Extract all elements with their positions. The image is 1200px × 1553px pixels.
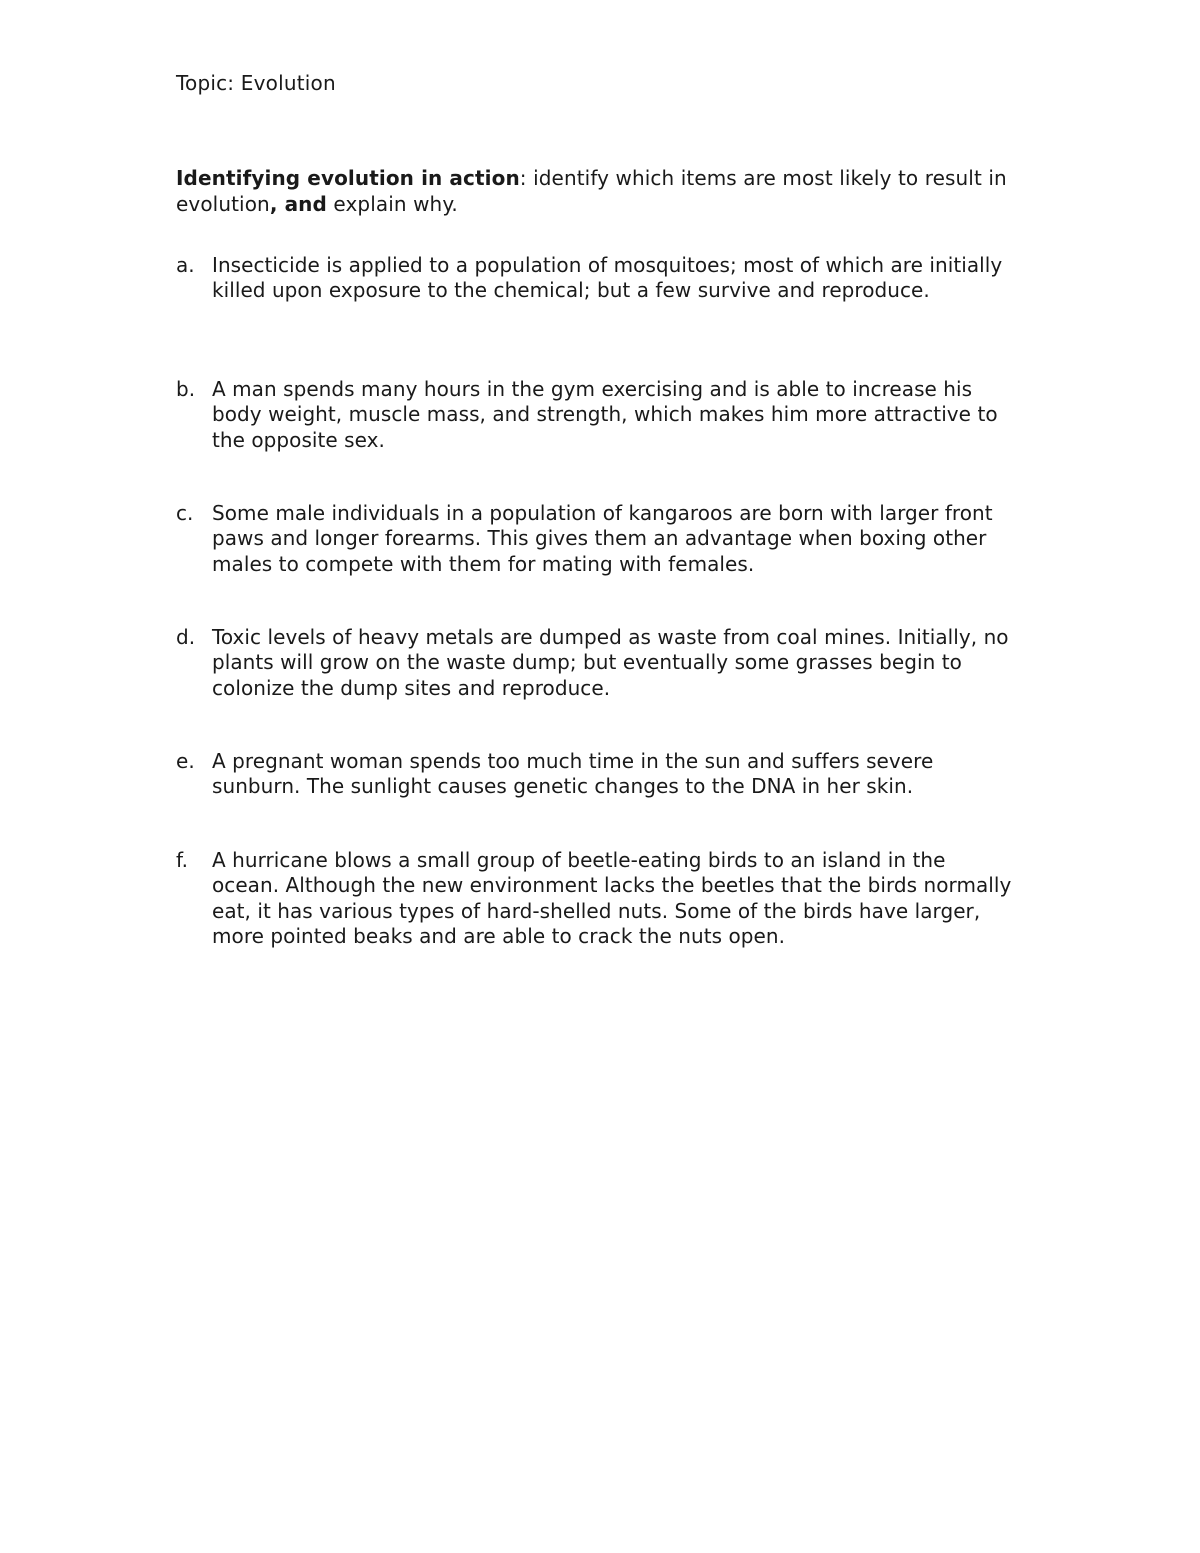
item-letter: e. bbox=[176, 749, 195, 773]
instructions-emphasis: , and bbox=[269, 191, 327, 216]
item-text: A hurricane blows a small group of beetle-eating birds to an island in the ocean. Although the new environment lacks the beetles that the birds normally eat, it has various types of hard-shelled nuts. Some of the birds have larger, more pointed beaks and are able to crack the nuts open. bbox=[212, 848, 1012, 948]
item-text: Toxic levels of heavy metals are dumped as waste from coal mines. Initially, no plants will grow on the waste dump; but eventually some grasses begin to colonize the dump sites and reproduce. bbox=[212, 625, 1009, 700]
item-letter: c. bbox=[176, 501, 194, 525]
item-letter: b. bbox=[176, 377, 196, 401]
instructions-paragraph bbox=[176, 166, 1016, 217]
instructions-heading: Identifying evolution in action bbox=[176, 166, 520, 190]
item-text: Insecticide is applied to a population of mosquitoes; most of which are initially killed upon exposure to the chemical; but a few survive and reproduce. bbox=[212, 253, 1003, 303]
item-text: Some male individuals in a population of kangaroos are born with larger front paws and longer forearms. This gives them an advantage when boxing other males to compete with them for mating with females. bbox=[212, 501, 993, 576]
item-letter: a. bbox=[176, 253, 195, 277]
item-letter: f. bbox=[176, 848, 189, 872]
item-text: A pregnant woman spends too much time in the sun and suffers severe sunburn. The sunlight causes genetic changes to the DNA in her skin. bbox=[212, 749, 934, 799]
instructions-text-part1: : identify which items are most likely to result in evolution bbox=[176, 166, 1007, 216]
item-text: A man spends many hours in the gym exercising and is able to increase his body weight, muscle mass, and strength, which makes him more attractive to the opposite sex. bbox=[212, 377, 998, 452]
topic-heading: Topic: Evolution bbox=[176, 71, 336, 95]
instructions-text-part2: explain why. bbox=[326, 191, 458, 216]
item-letter: d. bbox=[176, 625, 196, 649]
